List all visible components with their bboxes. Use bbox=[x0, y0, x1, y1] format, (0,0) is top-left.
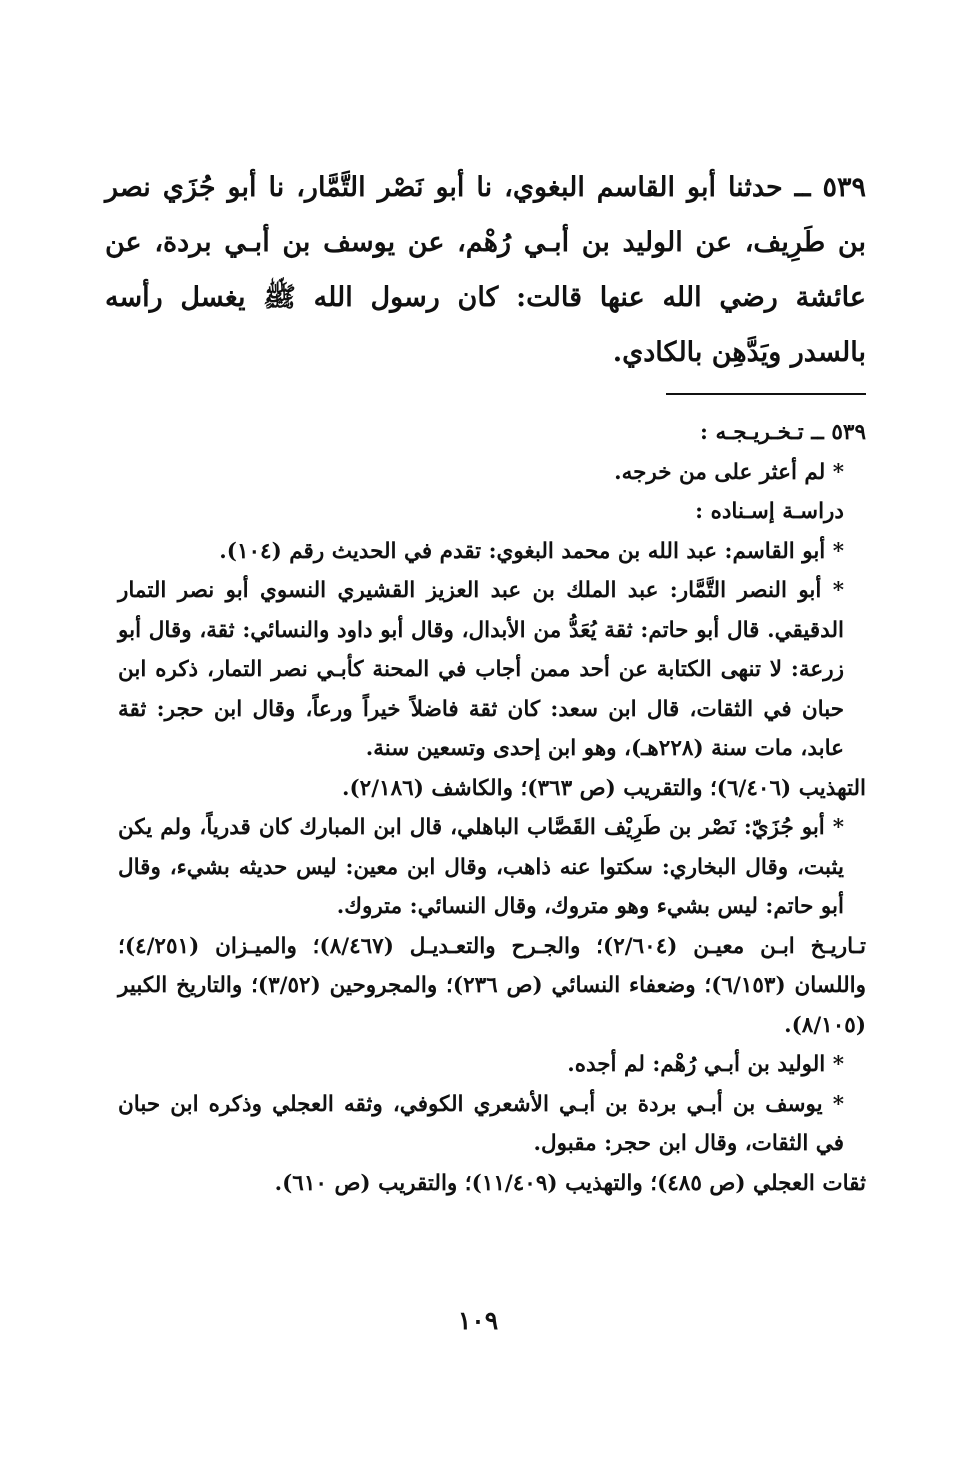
note-narrator-yusuf: * يوسف بن أبـي بردة بن أبـي الأشعري الكوفي، وثقه العجلي وذكره ابن حبان في الثقات، وقال ابن حجر: مقبول. bbox=[118, 1091, 844, 1156]
note-narrator-abu-nasr: * أبو النصر التَّمَّار: عبد الملك بن عبد العزيز القشيري النسوي أبو نصر التمار الدقيقي. قال أبو حاتم: ثقة يُعَدُّ من الأبدال، وقال أبو داود والنسائي: ثقة، وقال أبو زرعة: لا تنهى الكتابة عن أحد ممن أجاب في المحنة كأبـي نصر التمار، ذكره ابن حبان في الثقات، قال ابن سعد: كان ثقة فاضلاً خيراً ورعاً، وقال ابن حجر: ثقة عابد، مات سنة (٢٢٨هـ)، وهو ابن إحدى وتسعين سنة. bbox=[118, 578, 844, 761]
hadith-paragraph: ٥٣٩ ــ حدثنا أبو القاسم البغوي، نا أبو نَصْر التَّمَّار، نا أبو جُزَي نصر بن طَرِيف، عن الوليد بن أبـي رُهْم، عن يوسف بن أبـي بردة، عن عائشة رضي الله عنها قالت: كان رسول الله ﷺ يغسل رأسه بالسدر ويَدَّهِن بالكادي. bbox=[105, 172, 866, 368]
note-references: التهذيب (٦/٤٠٦)؛ والتقريب (ص ٣٦٣)؛ والكاشف (٢/١٨٦). bbox=[341, 775, 866, 801]
note-narrator-abu-alqasim: * أبو القاسم: عبد الله بن محمد البغوي: تقدم في الحديث رقم (١٠٤). bbox=[219, 538, 844, 564]
hadith-text-block bbox=[105, 160, 866, 380]
note-references: تـاريـخ ابـن معيـن (٢/٦٠٤)؛ والجـرح والتعـديـل (٨/٤٦٧)؛ والميـزان (٤/٢٥١)؛ واللسان (٦/١٥٣)؛ وضعفاء النسائي (ص ٢٣٦)؛ والمجروحين (٣/٥٢)؛ والتاريخ الكبير (٨/١٠٥). bbox=[118, 933, 867, 1038]
note-references: ثقات العجلي (ص ٤٨٥)؛ والتهذيب (١١/٤٠٩)؛ والتقريب (ص ٦١٠). bbox=[274, 1170, 866, 1196]
isnad-study-heading: دراسـة إسـناده : bbox=[695, 499, 844, 524]
note-narrator-alwalid: * الوليد بن أبـي رُهْم: لم أجده. bbox=[567, 1052, 844, 1077]
page-number: ١٠٩ bbox=[457, 1306, 499, 1335]
note-narrator-abu-juzay: * أبو جُزَيّ: نَصْر بن طَرِيْف القَصَّاب الباهلي، قال ابن المبارك كان قدرياً، ولم يكن يثبت، وقال البخاري: سكتوا عنه ذاهب، وقال ابن معين: ليس حديثه بشيء، وقال أبو حاتم: ليس بشيء وهو متروك، وقال النسائي: متروك. bbox=[118, 815, 844, 919]
footnote-divider bbox=[666, 393, 866, 395]
note-line: * لم أعثر على من خرجه. bbox=[614, 459, 844, 485]
takhrij-heading: ٥٣٩ ــ تـخـريـجـه : bbox=[700, 420, 866, 445]
footnotes-block bbox=[118, 413, 866, 1203]
